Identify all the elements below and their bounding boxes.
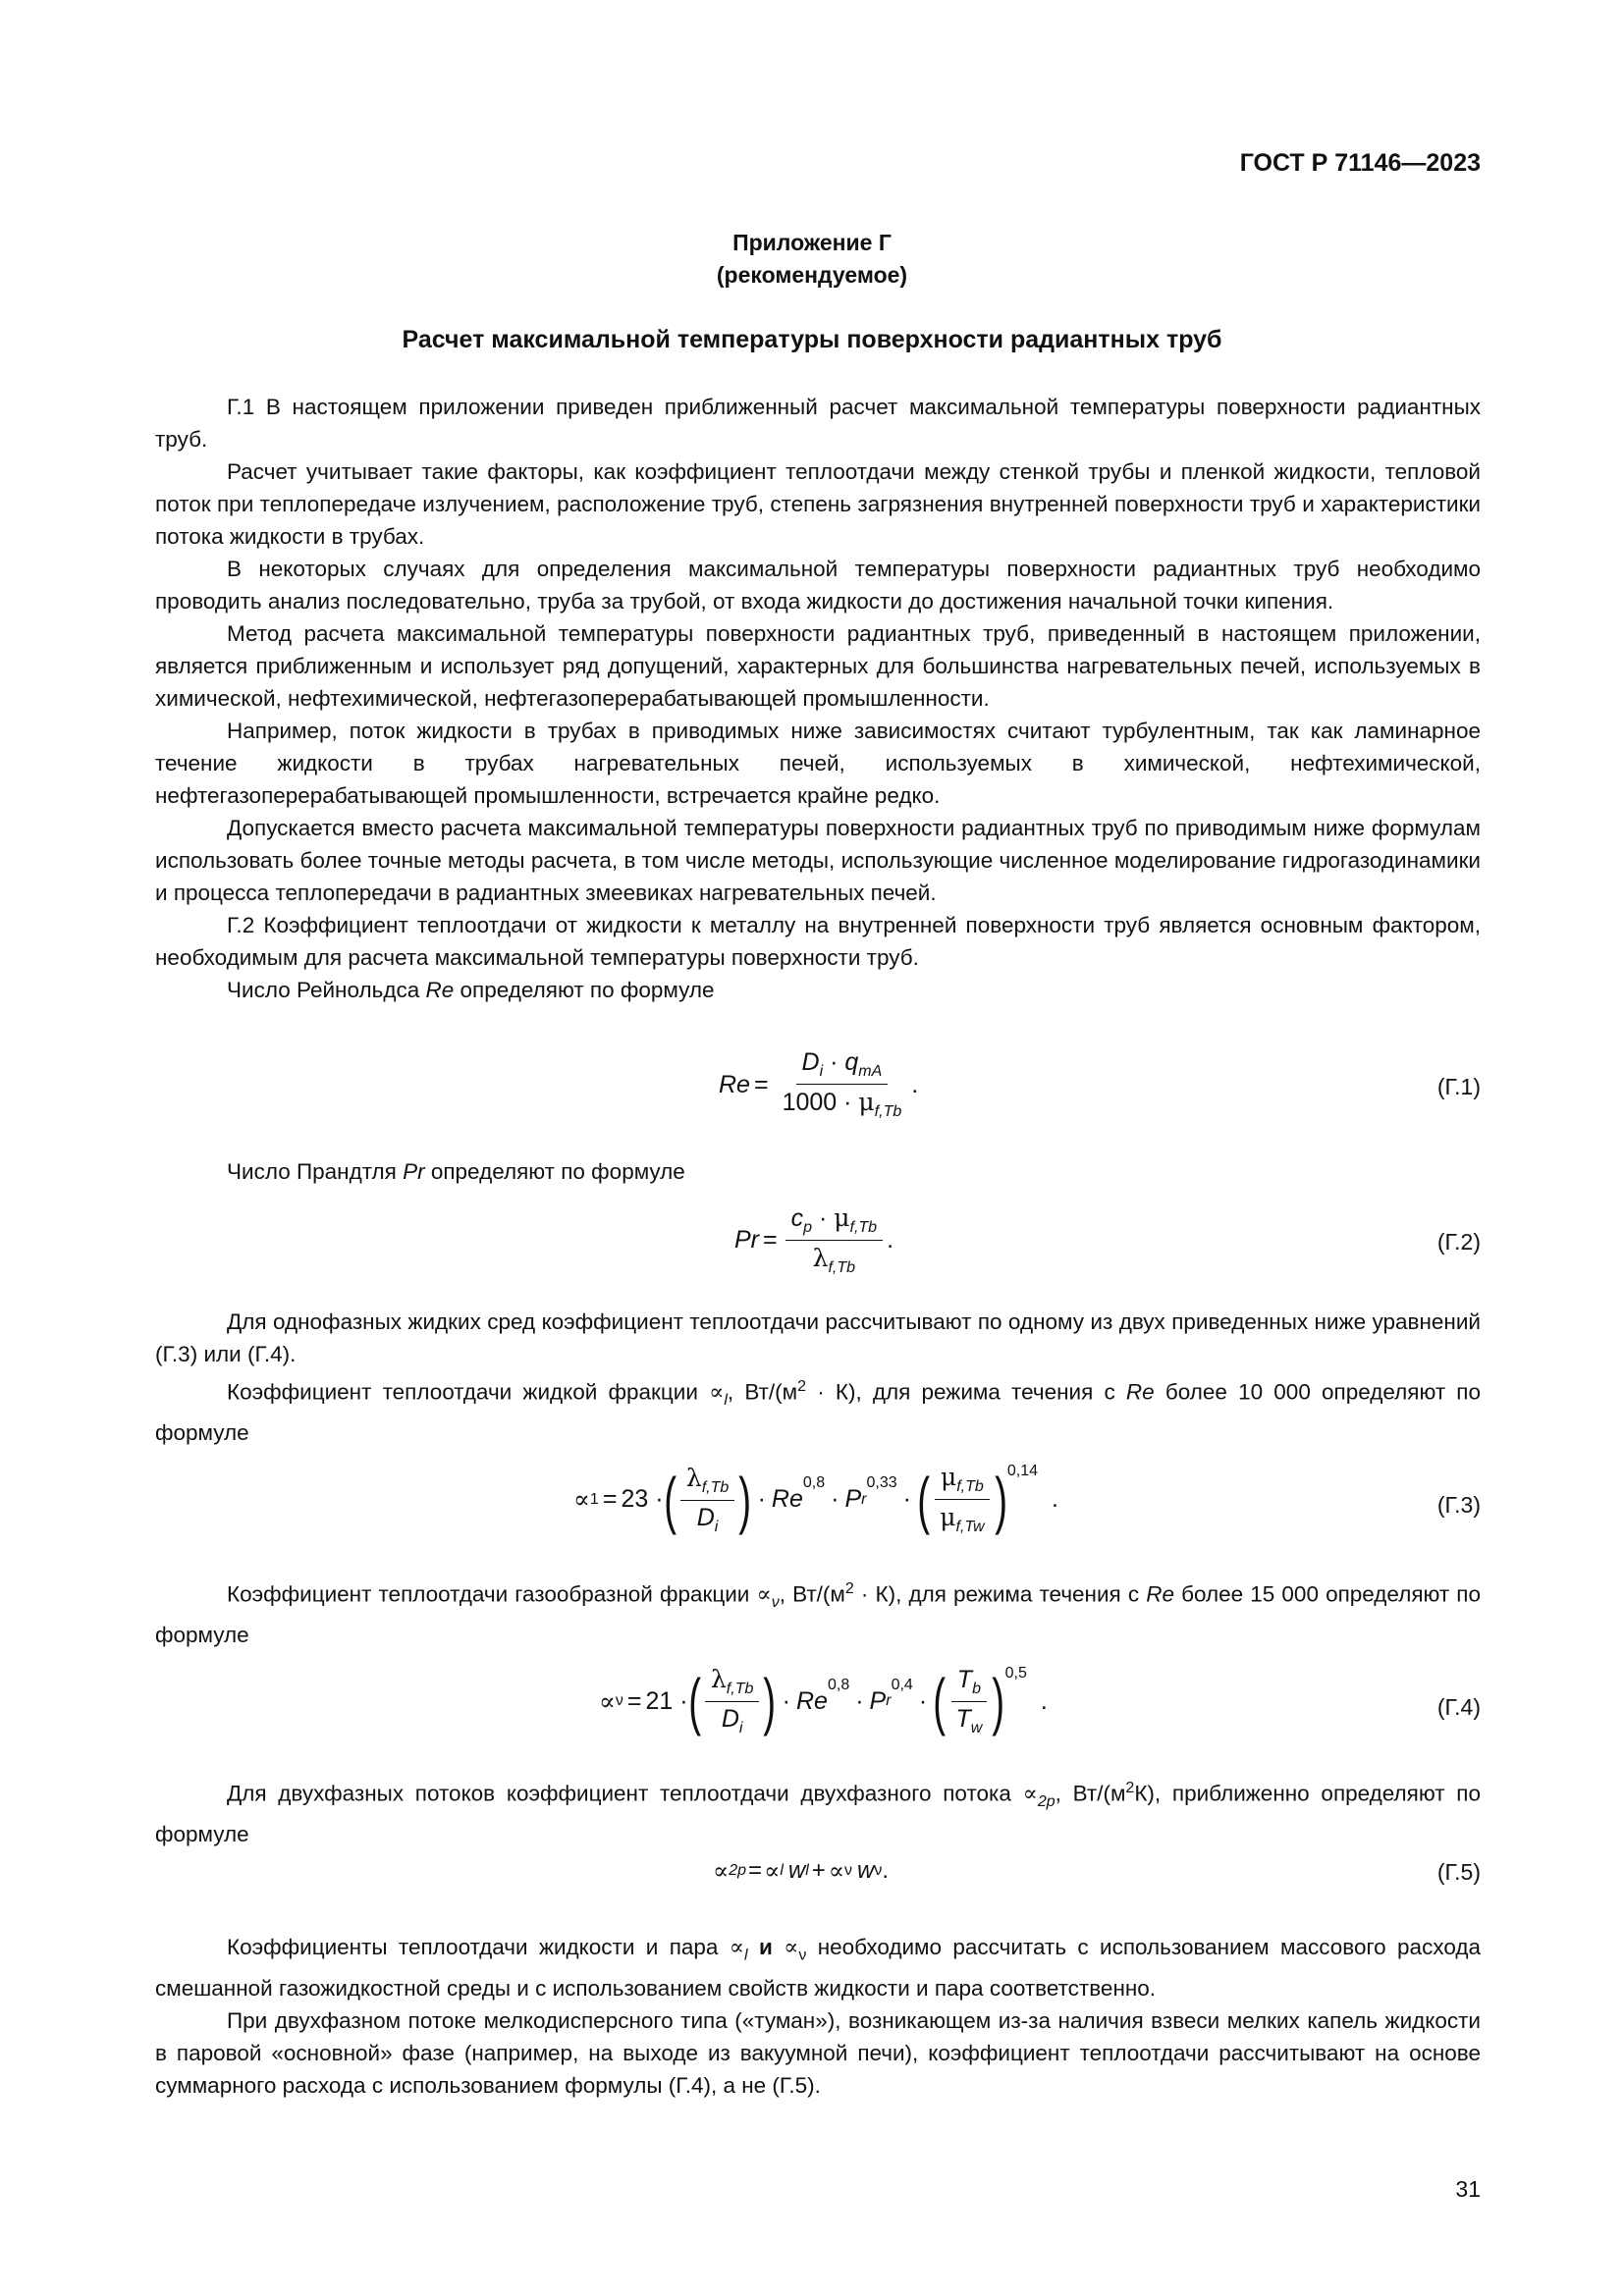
paragraph-coefficients: Коэффициенты теплоотдачи жидкости и пара $\propto_l$ $и \propto_\nu$ необходимо рассчитать с использованием массового расхода смешанной газожидкостной среды и с использованием свойств жидкости и пара соответственно. xyxy=(155,1935,1481,2001)
paragraph-gas-coef: Коэффициент теплоотдачи газообразной фракции $\propto_\nu$, $Вт/(м^2 \cdot К)$, для режима течения с Re более 15 000 определяют по формуле xyxy=(155,1580,1482,1647)
appendix-status: (рекомендуемое) xyxy=(716,262,908,288)
appendix-label: Приложение Г xyxy=(732,230,892,255)
equation-number: (Г.5) xyxy=(1436,1859,1481,1885)
formula-g3: ∝ 1 = 23 · ( $\frac{\lambda_{f,Tb}}{D_i}$ ) · Re $^{0,8}$ · P r $^{0,33}$ · ( $\frac{\mu_{f,Tb}}{\mu_{f,Tw}}$ ) $^{0,14}$ . (Г.3) xyxy=(573,1463,1481,1535)
equation-number: (Г.2) xyxy=(1436,1229,1481,1255)
section-title: Расчет максимальной температуры поверхности радиантных труб xyxy=(402,326,1222,353)
body-text-block-3 xyxy=(155,1931,1481,2102)
equation-number: (Г.3) xyxy=(1436,1492,1481,1518)
paragraph: Например, поток жидкости в трубах в приводимых ниже зависимостях считают турбулентным, так как ламинарное течение жидкости в трубах нагревательных печей, используемых в химической, нефтехимической, нефтегазоперерабатывающей промышленности, встречается крайне редко. xyxy=(155,719,1481,808)
paragraph-mist: При двухфазном потоке мелкодисперсного типа («туман»), возникающем из-за наличия взвеси мелких капель жидкости в паровой «основной» фазе (например, на выходе из вакуумной печи), коэффициент теплоотдачи рассчитывают на основе суммарного расхода с использованием формулы (Г.4), а не (Г.5). xyxy=(155,2007,1481,2098)
formula-g2: Pr = $\frac{c_p \cdot \mu_{f,Tb}}{\lambda_{f,Tb}}$ . (Г.2) xyxy=(734,1203,1481,1276)
paragraph-two-phase: Для двухфазных потоков коэффициент теплоотдачи двухфазного потока $\propto_{2p}$, $Вт/(м^2К)$, приближенно определяют по формуле xyxy=(155,1780,1481,1846)
formula-g1: Re = $\frac{D_i \cdot q_{mA}}{1000 \cdot \mu_{f,Tb}}$ . (Г.1) xyxy=(719,1048,1481,1120)
body-text-block-2 xyxy=(155,1306,1481,1449)
body-text-block-1 xyxy=(155,391,1481,1006)
paragraph: Допускается вместо расчета максимальной температуры поверхности радиантных труб по приводимым ниже формулам использовать более точные методы расчета, в том числе методы, использующие численное моделирование гидрогазодинамики и процесса теплопередачи в радиантных змеевиках нагревательных печей. xyxy=(155,816,1481,905)
paragraph-prandtl: Число Прандтля Pr определяют по формуле xyxy=(227,1159,685,1184)
paragraph: Г.1 В настоящем приложении приведен приближенный расчет максимальной температуры поверхности радиантных труб. xyxy=(155,395,1481,452)
paragraph: Метод расчета максимальной температуры поверхности радиантных труб, приведенный в настоящем приложении, является приближенным и использует ряд допущений, характерных для большинства нагревательных печей, используемых в химической, нефтехимической, нефтегазоперерабатывающей промышленности. xyxy=(155,621,1481,711)
paragraph: Расчет учитывает такие факторы, как коэффициент теплоотдачи между стенкой трубы и пленкой жидкости, тепловой поток при теплопередаче излучением, расположение труб, степень загрязнения внутренней поверхности труб и характеристики потока жидкости в трубах. xyxy=(155,459,1481,549)
paragraph: Г.2 Коэффициент теплоотдачи от жидкости к металлу на внутренней поверхности труб является основным фактором, необходимым для расчета максимальной температуры поверхности труб. xyxy=(155,913,1481,970)
paragraph: В некоторых случаях для определения максимальной температуры поверхности радиантных труб необходимо проводить анализ последовательно, труба за трубой, от входа жидкости до достижения начальной точки кипения. xyxy=(155,557,1481,614)
page-number: 31 xyxy=(1455,2176,1481,2202)
equation-number: (Г.4) xyxy=(1436,1694,1481,1720)
paragraph-liquid-coef: Коэффициент теплоотдачи жидкой фракции $\propto_l$, $Вт/(м^2 \cdot К)$, для режима течения с Re более 10 000 определяют по формуле xyxy=(155,1378,1482,1445)
formula-g5: ∝ 2p = ∝ l w l + ∝ ν w ν . (Г.5) xyxy=(713,1857,1481,1885)
formula-g4: ∝ ν = 21 · ( $\frac{\lambda_{f,Tb}}{D_i}$ ) · Re $^{0,8}$ · P r $^{0,4}$ · ( $\frac{T_b}{T_w}$ ) $^{0,5}$ . (Г.4) xyxy=(599,1665,1481,1736)
paragraph-reynolds: Число Рейнольдса Re определяют по формуле xyxy=(227,978,715,1002)
paragraph: Для однофазных жидких сред коэффициент теплоотдачи рассчитывают по одному из двух приведенных ниже уравнений (Г.3) или (Г.4). xyxy=(155,1309,1481,1366)
standard-number: ГОСТ Р 71146—2023 xyxy=(1239,149,1481,177)
equation-number: (Г.1) xyxy=(1436,1074,1481,1099)
